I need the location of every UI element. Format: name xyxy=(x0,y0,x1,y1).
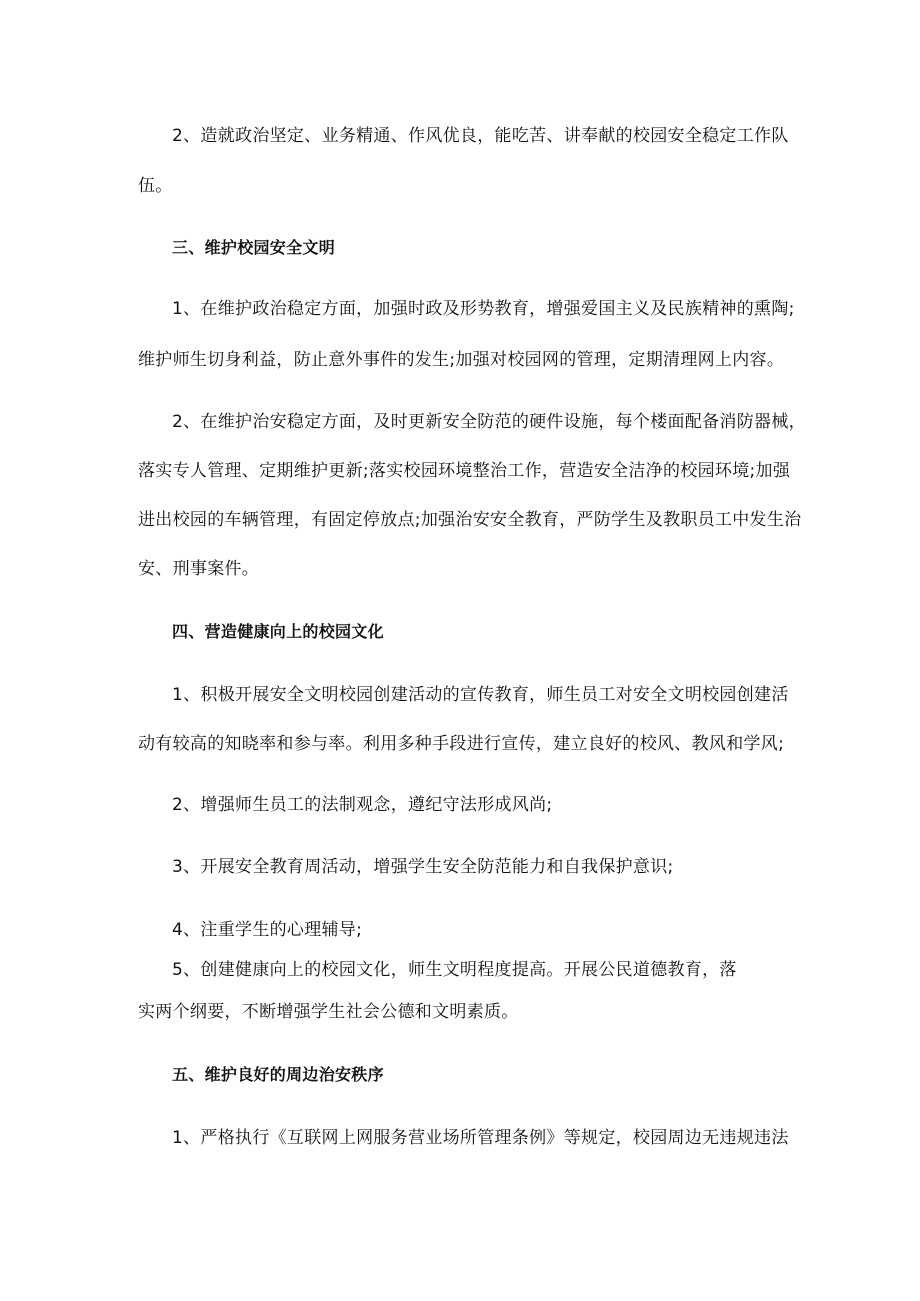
s3-item2-line1: 2、在维护治安稳定方面，及时更新安全防范的硬件设施，每个楼面配备消防器械， xyxy=(172,412,806,432)
s4-item3: 3、开展安全教育周活动，增强学生安全防范能力和自我保护意识; xyxy=(172,857,674,877)
s4-item2: 2、增强师生员工的法制观念，遵纪守法形成风尚; xyxy=(172,795,553,815)
section5-heading: 五、维护良好的周边治安秩序 xyxy=(172,1065,384,1084)
s2-item2-line1: 2、造就政治坚定、业务精通、作风优良，能吃苦、讲奉献的校园安全稳定工作队 xyxy=(172,126,789,146)
s3-item1-line2: 维护师生切身利益，防止意外事件的发生;加强对校园网的管理，定期清理网上内容。 xyxy=(138,350,785,370)
s2-item2-line2: 伍。 xyxy=(138,176,173,196)
s4-item5-line2: 实两个纲要，不断增强学生社会公德和文明素质。 xyxy=(138,1002,519,1022)
section3-heading: 三、维护校园安全文明 xyxy=(172,238,336,257)
s4-item4: 4、注重学生的心理辅导; xyxy=(172,920,363,940)
s5-item1-line1: 1、严格执行《互联网上网服务营业场所管理条例》等规定，校园周边无违规违法 xyxy=(172,1128,789,1148)
s4-item1-line2: 动有较高的知晓率和参与率。利用多种手段进行宣传，建立良好的校风、教风和学风; xyxy=(138,734,785,754)
s3-item1-line1: 1、在维护政治稳定方面，加强时政及形势教育，增强爱国主义及民族精神的熏陶; xyxy=(172,299,795,319)
s3-item2-line3: 进出校园的车辆管理，有固定停放点;加强治安安全教育，严防学生及教职员工中发生治 xyxy=(138,510,802,530)
s3-item2-line2: 落实专人管理、定期维护更新;落实校园环境整治工作，营造安全洁净的校园环境;加强 xyxy=(138,461,791,481)
s4-item5-line1: 5、创建健康向上的校园文化，师生文明程度提高。开展公民道德教育，落 xyxy=(172,960,737,980)
section4-heading: 四、营造健康向上的校园文化 xyxy=(172,622,384,641)
s3-item2-line4: 安、刑事案件。 xyxy=(138,559,260,579)
s4-item1-line1: 1、积极开展安全文明校园创建活动的宣传教育，师生员工对安全文明校园创建活 xyxy=(172,685,789,705)
